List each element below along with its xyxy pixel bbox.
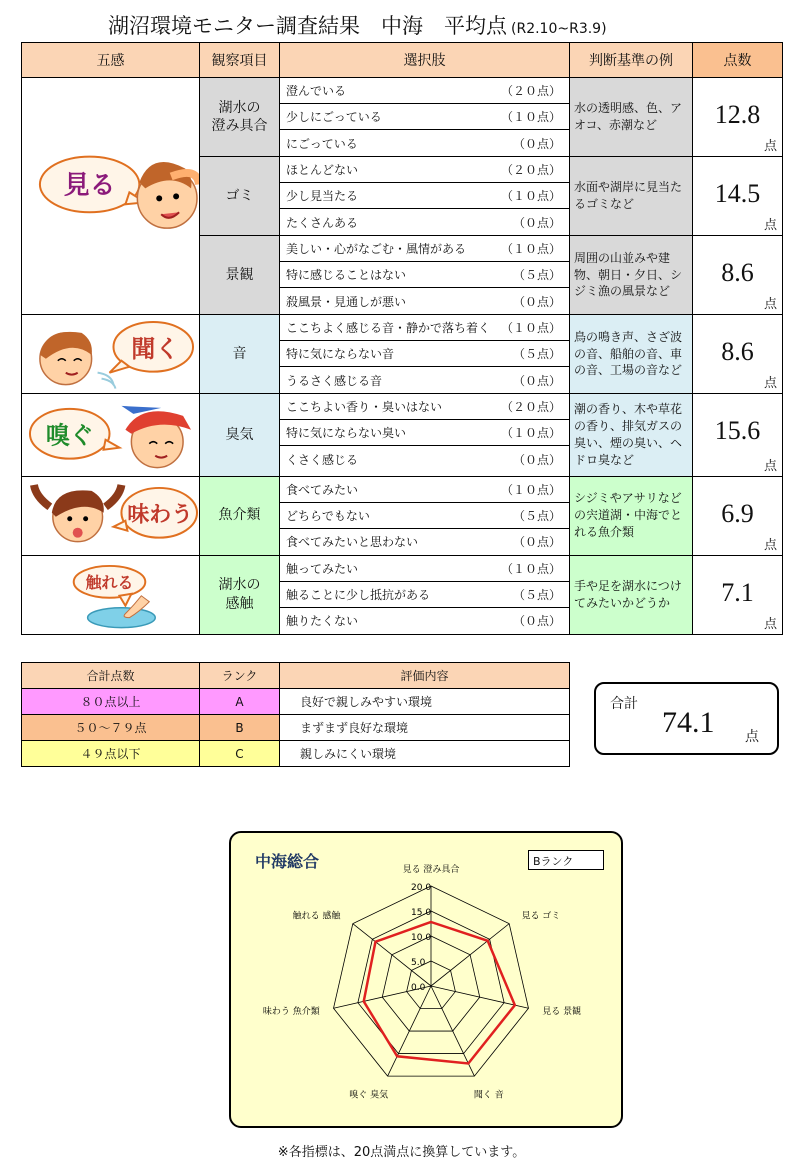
score-value: 14.5 [714, 179, 761, 208]
rank-letter: C [200, 741, 280, 767]
hear-illustration-icon [22, 315, 199, 393]
choice-points: （１０点） [500, 426, 561, 440]
choices-cell [280, 78, 570, 157]
choice-text: たくさんある [286, 215, 359, 230]
sense-taste [22, 476, 200, 555]
item-name: 音 [200, 315, 280, 394]
choice-points: （０点） [512, 215, 561, 230]
item-row [22, 315, 783, 394]
choice-option [280, 394, 569, 420]
score-cell [693, 315, 783, 394]
rank-range: ４９点以下 [22, 741, 200, 767]
total-label: 合計 [610, 696, 638, 712]
choice-text: 特に感じることはない [286, 268, 407, 282]
choice-points: （１０点） [500, 242, 561, 256]
results-table [21, 42, 783, 635]
item-row [22, 78, 783, 157]
score-cell [693, 555, 783, 634]
choice-text: どちらでもない [286, 508, 370, 523]
choice-option [280, 477, 569, 503]
category-label: 触れる 感触 [292, 911, 341, 922]
rank-desc: 親しみにくい環境 [280, 741, 570, 767]
choices-cell [280, 394, 570, 477]
item-name: 魚介類 [200, 476, 280, 555]
choice-points: （１０点） [500, 189, 561, 203]
choice-points: （０点） [512, 294, 561, 309]
choice-points: （０点） [512, 614, 561, 629]
header-item: 観察項目 [200, 43, 280, 78]
radar-chart-panel [229, 831, 623, 1128]
choice-text: 澄んでいる [286, 84, 347, 98]
choice-option [280, 130, 569, 156]
touch-illustration-icon [22, 556, 199, 634]
choice-option [280, 183, 569, 209]
score-cell [693, 476, 783, 555]
score-cell [693, 394, 783, 477]
choice-option [280, 104, 569, 130]
choice-text: 殺風景・見通しが悪い [286, 294, 407, 309]
score-unit: 点 [763, 537, 777, 553]
header-score: 点数 [693, 43, 783, 78]
choice-points: （２０点） [500, 400, 561, 414]
choice-points: （０点） [512, 452, 561, 467]
choice-text: 触ってみたい [286, 561, 359, 576]
score-unit: 点 [763, 616, 777, 632]
choice-points: （０点） [512, 136, 561, 151]
choice-text: 美しい・心がなごむ・風情がある [286, 242, 467, 256]
see-illustration-icon [22, 81, 199, 312]
choice-points: （０点） [512, 535, 561, 550]
choice-text: 少し見当たる [286, 189, 359, 203]
rank-header-rank: ランク [200, 663, 280, 689]
choice-option [280, 608, 569, 634]
choice-option [280, 367, 569, 393]
tick-label: 10.0 [411, 933, 432, 943]
choice-points: （１０点） [500, 110, 561, 124]
item-row [22, 394, 783, 477]
choice-option [280, 529, 569, 555]
score-value: 15.6 [714, 416, 761, 445]
score-cell [693, 236, 783, 315]
choice-option [280, 262, 569, 288]
sense-see [22, 78, 200, 315]
sense-label: 聞く [131, 334, 180, 363]
item-row [22, 476, 783, 555]
example-cell: 周囲の山並みや建物、朝日・夕日、シジミ漁の風景など [570, 236, 693, 315]
total-value: 74.1 [662, 706, 715, 739]
item-name: ゴミ [200, 157, 280, 236]
choice-option [280, 157, 569, 183]
example-cell: 手や足を湖水につけてみたいかどうか [570, 555, 693, 634]
choice-text: 少しにごっている [286, 110, 382, 124]
sense-label: 味わう [127, 502, 194, 528]
choice-text: 特に気にならない音 [286, 347, 395, 361]
category-label: 見る ゴミ [521, 911, 561, 922]
footnote: ※各指標は、20点満点に換算しています。 [277, 1145, 526, 1160]
score-cell [693, 78, 783, 157]
item-row [22, 555, 783, 634]
rank-letter: B [200, 715, 280, 741]
total-box [594, 682, 779, 755]
choice-option [280, 209, 569, 235]
rank-letter: A [200, 689, 280, 715]
score-cell [693, 157, 783, 236]
category-label: 味わう 魚介類 [262, 1007, 320, 1018]
category-label: 見る 景観 [542, 1007, 582, 1018]
choice-text: ここちよく感じる音・静かで落ち着く [286, 321, 491, 335]
item-name: 湖水の 感触 [200, 555, 280, 634]
score-unit: 点 [763, 218, 777, 233]
example-cell: シジミやアサリなどの宍道湖・中海でとれる魚介類 [570, 476, 693, 555]
tick-label: 20.0 [411, 883, 432, 893]
example-cell: 鳥の鳴き声、さざ波の音、船舶の音、車の音、工場の音など [570, 315, 693, 394]
rank-range: ５０～７９点 [22, 715, 200, 741]
score-unit: 点 [763, 139, 777, 154]
sense-hear [22, 315, 200, 394]
choice-option [280, 78, 569, 104]
score-value: 8.6 [721, 337, 754, 366]
category-label: 嗅ぐ 臭気 [349, 1090, 389, 1101]
choice-text: ここちよい香り・臭いはない [286, 400, 443, 414]
choice-text: 食べてみたい [286, 482, 359, 497]
header-sense: 五感 [22, 43, 200, 78]
tick-label: 5.0 [411, 958, 426, 968]
choice-option [280, 556, 569, 582]
choice-text: 触りたくない [286, 614, 359, 629]
choices-cell [280, 236, 570, 315]
page-title: 湖沼環境モニター調査結果 中海 平均点 (R2.10~R3.9) [108, 14, 607, 38]
total-unit: 点 [745, 729, 759, 745]
period: (R2.10~R3.9) [511, 21, 607, 37]
choice-points: （２０点） [500, 84, 561, 98]
choices-cell [280, 555, 570, 634]
score-value: 7.1 [721, 577, 754, 607]
item-name: 臭気 [200, 394, 280, 477]
choice-text: うるさく感じる音 [286, 373, 383, 388]
category-label: 聞く 音 [473, 1090, 504, 1101]
radar-chart [231, 833, 623, 1128]
score-value: 8.6 [721, 258, 754, 287]
sense-touch [22, 555, 200, 634]
choice-text: くさく感じる [286, 452, 359, 467]
choice-text: 食べてみたいと思わない [286, 535, 419, 550]
choices-cell [280, 476, 570, 555]
category-label: 見る 澄み具合 [402, 865, 460, 875]
choice-points: （５点） [512, 508, 561, 523]
choice-points: （２０点） [500, 163, 561, 177]
rank-range: ８０点以上 [22, 689, 200, 715]
example-cell: 水の透明感、色、アオコ、赤潮など [570, 78, 693, 157]
choice-points: （５点） [512, 587, 561, 602]
choice-option [280, 288, 569, 314]
header-example: 判断基準の例 [570, 43, 693, 78]
choice-points: （１０点） [500, 321, 561, 335]
choice-points: （５点） [512, 347, 561, 361]
choice-option [280, 420, 569, 446]
choice-points: （１０点） [500, 561, 561, 576]
choice-option [280, 582, 569, 608]
choice-option [280, 446, 569, 472]
rank-desc: 良好で親しみやすい環境 [280, 689, 570, 715]
choice-text: にごっている [286, 136, 358, 151]
choice-text: 特に気にならない臭い [286, 426, 407, 440]
choice-points: （５点） [512, 268, 561, 282]
score-unit: 点 [763, 458, 777, 474]
choice-option [280, 503, 569, 529]
series-line [364, 922, 515, 1063]
score-value: 6.9 [721, 498, 754, 528]
score-unit: 点 [763, 297, 777, 312]
rank-header-total: 合計点数 [22, 663, 200, 689]
rank-header-desc: 評価内容 [280, 663, 570, 689]
tick-label: 15.0 [411, 908, 432, 918]
rank-table [21, 662, 570, 767]
score-unit: 点 [763, 376, 777, 391]
taste-illustration-icon [22, 477, 199, 555]
tick-label: 0.0 [411, 983, 426, 993]
chart-title: 中海総合 [255, 852, 320, 871]
choices-cell [280, 315, 570, 394]
choice-option [280, 236, 569, 262]
smell-illustration-icon [22, 394, 199, 476]
choice-points: （０点） [512, 373, 561, 388]
score-value: 12.8 [714, 100, 761, 129]
choice-text: ほとんどない [286, 163, 359, 177]
grid-spoke [431, 924, 509, 986]
sense-label: 見る [63, 170, 116, 201]
example-cell: 水面や湖岸に見当たるゴミなど [570, 157, 693, 236]
rank-desc: まずまず良好な環境 [280, 715, 570, 741]
choice-option [280, 315, 569, 341]
item-name: 景観 [200, 236, 280, 315]
example-cell: 潮の香り、木や草花の香り、排気ガスの臭い、煙の臭い、ヘドロ臭など [570, 394, 693, 477]
item-name: 湖水の 澄み具合 [200, 78, 280, 157]
header-choices: 選択肢 [280, 43, 570, 78]
choice-text: 触ることに少し抵抗がある [286, 587, 431, 602]
choice-points: （１０点） [500, 482, 561, 497]
rank-badge: Bランク [528, 850, 604, 870]
sense-label: 触れる [85, 572, 134, 592]
choice-option [280, 341, 569, 367]
sense-smell [22, 394, 200, 477]
sense-label: 嗅ぐ [45, 421, 94, 450]
choices-cell [280, 157, 570, 236]
